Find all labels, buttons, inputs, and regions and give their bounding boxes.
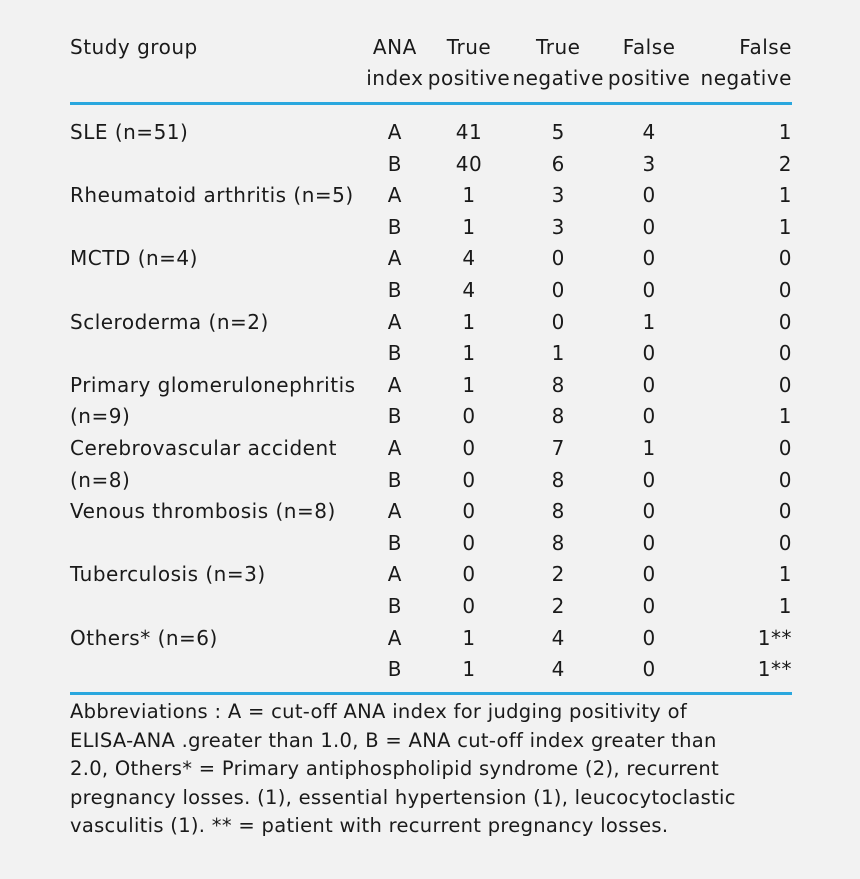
cell-study-group: Venous thrombosis (n=8) [70,499,336,524]
cell-true-positive: 0 [462,499,476,524]
table-row [70,433,792,465]
cell-study-group [70,149,362,181]
cell-false-negative: 0 [778,499,792,524]
cell-study-group: Cerebrovascular accident [70,435,337,460]
cell-ana-index: A [387,499,402,524]
cell-study-group: Tuberculosis (n=3) [70,562,266,587]
cell-false-positive: 0 [606,654,692,693]
cell-false-negative: 0 [778,341,792,366]
cell-false-positive: 0 [642,593,656,618]
header-ana-index-line2: index [362,63,428,104]
cell-true-negative: 2 [551,593,565,618]
cell-false-positive: 0 [642,562,656,587]
table-row [70,591,792,623]
cell-true-negative: 8 [551,530,565,555]
cell-true-positive: 4 [462,277,476,302]
cell-true-negative: 4 [551,625,565,650]
cell-study-group [70,654,362,693]
cell-ana-index: B [387,404,402,429]
header-study-group: Study group [70,35,198,59]
cell-false-negative: 0 [778,277,792,302]
cell-true-positive: 1 [462,183,476,208]
cell-ana-index: B [387,341,402,366]
cell-ana-index: A [387,246,402,271]
cell-ana-index: B [387,593,402,618]
cell-study-group: MCTD (n=4) [70,246,198,271]
cell-true-positive: 1 [462,309,476,334]
cell-true-positive: 0 [462,435,476,460]
cell-ana-index: A [387,562,402,587]
cell-study-group: (n=8) [70,467,131,492]
cell-study-group [70,338,362,370]
cell-ana-index: A [387,625,402,650]
cell-false-negative: 1 [778,120,792,144]
cell-study-group: Rheumatoid arthritis (n=5) [70,183,354,208]
cell-ana-index: A [387,183,402,208]
header-row-2 [70,63,792,104]
cell-ana-index: A [387,372,402,397]
cell-study-group [70,591,362,623]
cell-false-positive: 0 [642,341,656,366]
table-row [70,307,792,339]
cell-false-negative: 1 [778,593,792,618]
cell-true-positive: 40 [455,151,483,176]
cell-true-negative: 4 [510,654,606,693]
table-row [70,559,792,591]
table-row [70,149,792,181]
cell-true-negative: 8 [551,372,565,397]
header-true-negative-line2: negative [510,63,606,104]
header-row-1 [70,32,792,63]
cell-ana-index: B [387,151,402,176]
cell-true-negative: 7 [551,435,565,460]
cell-true-positive: 0 [462,404,476,429]
table-row [70,465,792,497]
table-header [70,32,792,104]
cell-true-positive: 41 [455,120,483,144]
cell-false-negative: 0 [778,530,792,555]
footnote: Abbreviations : A = cut-off ANA index for judging positivity of ELISA-ANA .greater than 1.0, B = ANA cut-off index greater than 2.0, Others* = Primary antiphospholipid syndrome (2), recurrent pregnancy losses. (1), essential hypertension (1), leucocytoclastic vasculitis (1). ** = patient with recurrent pregnancy losses. [70,700,736,838]
cell-false-positive: 0 [642,530,656,555]
cell-false-positive: 4 [642,120,656,144]
cell-ana-index: B [387,214,402,239]
table-row [70,104,792,149]
cell-true-negative: 1 [551,341,565,366]
header-true-negative-line1: True [535,35,581,59]
table-row [70,654,792,693]
cell-false-negative: 0 [778,309,792,334]
cell-false-negative: 1 [778,404,792,429]
cell-true-positive: 1 [462,625,476,650]
table-row [70,496,792,528]
cell-false-positive: 3 [642,151,656,176]
cell-false-positive: 0 [642,214,656,239]
cell-true-negative: 3 [551,214,565,239]
cell-true-positive: 1 [462,372,476,397]
cell-ana-index: B [387,530,402,555]
cell-true-positive: 1 [428,654,510,693]
cell-false-negative: 0 [778,435,792,460]
cell-study-group: Scleroderma (n=2) [70,309,269,334]
header-true-positive-line2: positive [428,63,510,104]
cell-true-negative: 3 [551,183,565,208]
cell-false-positive: 0 [642,246,656,271]
cell-false-negative: 1** [757,625,792,650]
table-row [70,401,792,433]
cell-ana-index: A [387,435,402,460]
cell-false-negative: 0 [778,246,792,271]
cell-true-positive: 4 [462,246,476,271]
cell-ana-index: B [387,277,402,302]
table-row [70,275,792,307]
cell-true-positive: 1 [462,214,476,239]
cell-false-positive: 0 [642,467,656,492]
header-true-positive-line1: True [446,35,492,59]
table-row [70,212,792,244]
cell-true-negative: 8 [551,499,565,524]
cell-true-negative: 0 [551,277,565,302]
cell-true-positive: 1 [462,341,476,366]
header-false-positive-line2: positive [606,63,692,104]
cell-true-negative: 8 [551,467,565,492]
cell-true-negative: 5 [551,120,565,144]
table-row [70,623,792,655]
cell-study-group: SLE (n=51) [70,120,189,144]
cell-study-group [70,275,362,307]
cell-study-group: Others* (n=6) [70,625,218,650]
cell-study-group: (n=9) [70,404,131,429]
cell-true-negative: 0 [551,246,565,271]
cell-study-group [70,212,362,244]
cell-true-negative: 6 [551,151,565,176]
cell-false-positive: 0 [642,372,656,397]
cell-false-positive: 0 [642,625,656,650]
cell-false-positive: 0 [642,277,656,302]
header-false-positive-line1: False [622,35,676,59]
cell-false-negative: 2 [778,151,792,176]
cell-false-negative: 1** [692,654,792,693]
cell-ana-index: B [362,654,428,693]
table-row [70,180,792,212]
header-empty [70,63,362,104]
cell-true-positive: 0 [462,467,476,492]
cell-true-negative: 0 [551,309,565,334]
cell-ana-index: B [387,467,402,492]
table-row [70,243,792,275]
header-false-negative-line2: negative [692,63,792,104]
cell-study-group [70,528,362,560]
cell-false-negative: 1 [778,214,792,239]
cell-false-positive: 0 [642,499,656,524]
cell-true-negative: 8 [551,404,565,429]
cell-false-positive: 1 [642,309,656,334]
cell-false-negative: 0 [778,372,792,397]
table-row [70,338,792,370]
cell-false-positive: 0 [642,404,656,429]
header-false-negative-line1: False [739,35,792,59]
cell-false-negative: 0 [778,467,792,492]
table-row [70,528,792,560]
header-ana-index-line1: ANA [372,35,417,59]
cell-true-positive: 0 [462,593,476,618]
cell-false-positive: 0 [642,183,656,208]
cell-false-negative: 1 [778,183,792,208]
cell-true-negative: 2 [551,562,565,587]
table-row [70,370,792,402]
cell-ana-index: A [387,309,402,334]
cell-study-group: Primary glomerulonephritis [70,372,356,397]
cell-false-positive: 1 [642,435,656,460]
results-table [70,32,792,695]
table-body [70,104,792,694]
cell-true-positive: 0 [462,562,476,587]
cell-ana-index: A [387,120,402,144]
cell-false-negative: 1 [778,562,792,587]
cell-true-positive: 0 [462,530,476,555]
